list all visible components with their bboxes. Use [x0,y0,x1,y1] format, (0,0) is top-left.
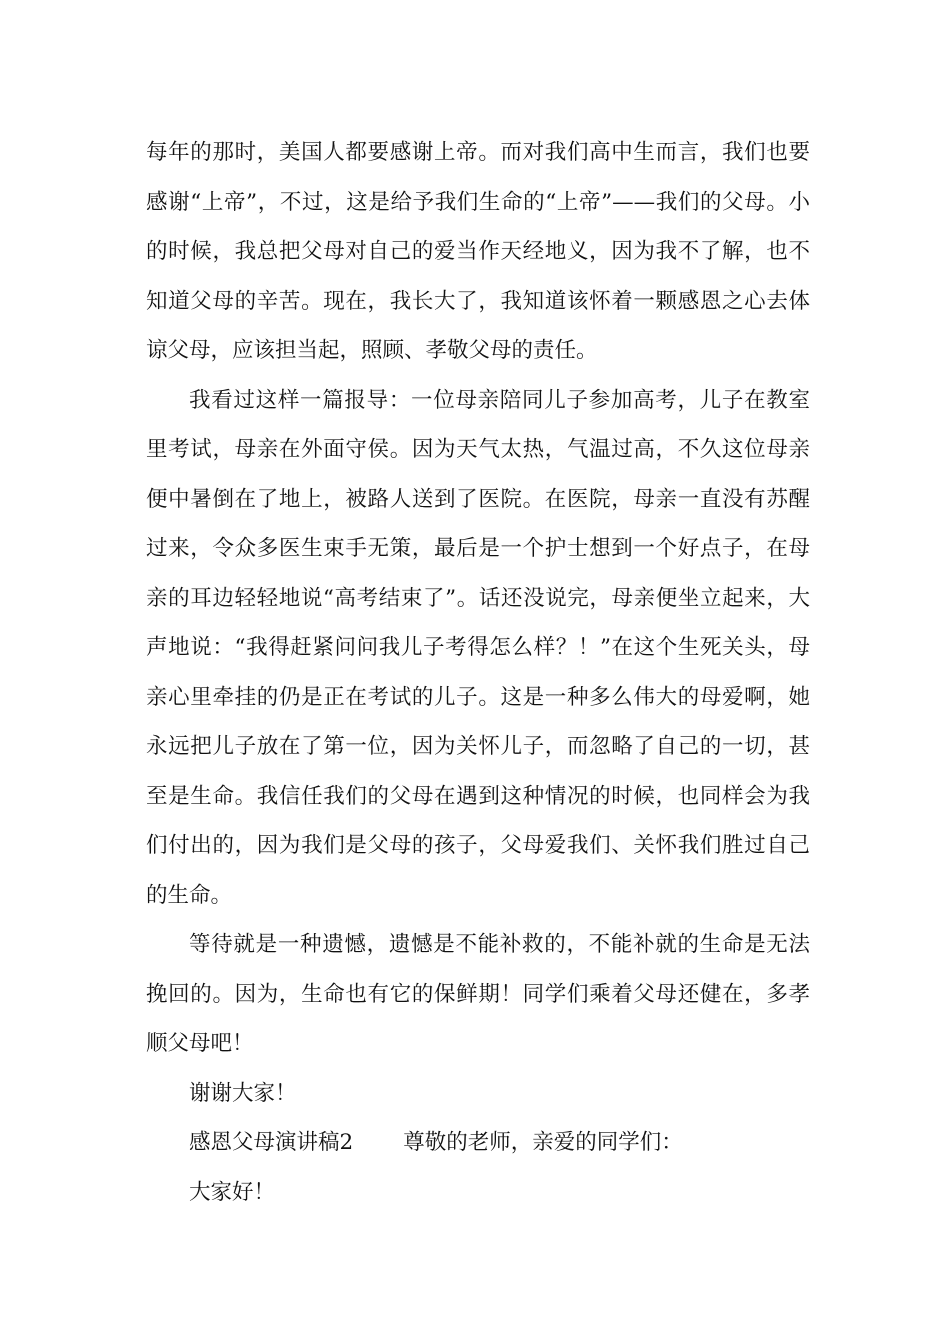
paragraph-mother-story: 我看过这样一篇报导：一位母亲陪同儿子参加高考，儿子在教室里考试，母亲在外面守侯。因为天气太热，气温过高，不久这位母亲便中暑倒在了地上，被路人送到了医院。在医院，母亲一直没有苏醒过来，令众多医生束手无策，最后是一个护士想到一个好点子，在母亲的耳边轻轻地说“高考结束了”。话还没说完，母亲便坐立起来，大声地说：“我得赶紧问问我儿子考得怎么样？！”在这个生死关头，母亲心里牵挂的仍是正在考试的儿子。这是一种多么伟大的母爱啊，她永远把儿子放在了第一位，因为关怀儿子，而忽略了自己的一切，甚至是生命。我信任我们的父母在遇到这种情况的时候，也同样会为我们付出的，因为我们是父母的孩子，父母爱我们、关怀我们胜过自己的生命。 [146,387,810,908]
paragraph-regret: 等待就是一种遗憾，遗憾是不能补救的，不能补就的生命是无法挽回的。因为，生命也有它的保鲜期！同学们乘着父母还健在，多孝顺父母吧！ [146,932,810,1056]
document-body [146,128,810,1217]
paragraph-gratitude-intro: 每年的那时，美国人都要感谢上帝。而对我们高中生而言，我们也要感谢“上帝”，不过，这是给予我们生命的“上帝”——我们的父母。小的时候，我总把父母对自己的爱当作天经地义，因为我不了解，也不知道父母的辛苦。现在，我长大了，我知道该怀着一颗感恩之心去体谅父母，应该担当起，照顾、孝敬父母的责任。 [146,140,810,363]
paragraph-greeting: 大家好！ [189,1179,276,1205]
speech-salutation: 尊敬的老师，亲爱的同学们： [403,1130,683,1155]
speech-heading-line [146,1118,810,1168]
speech-title: 感恩父母演讲稿2 [189,1130,354,1155]
paragraph-thanks: 谢谢大家！ [189,1080,297,1106]
